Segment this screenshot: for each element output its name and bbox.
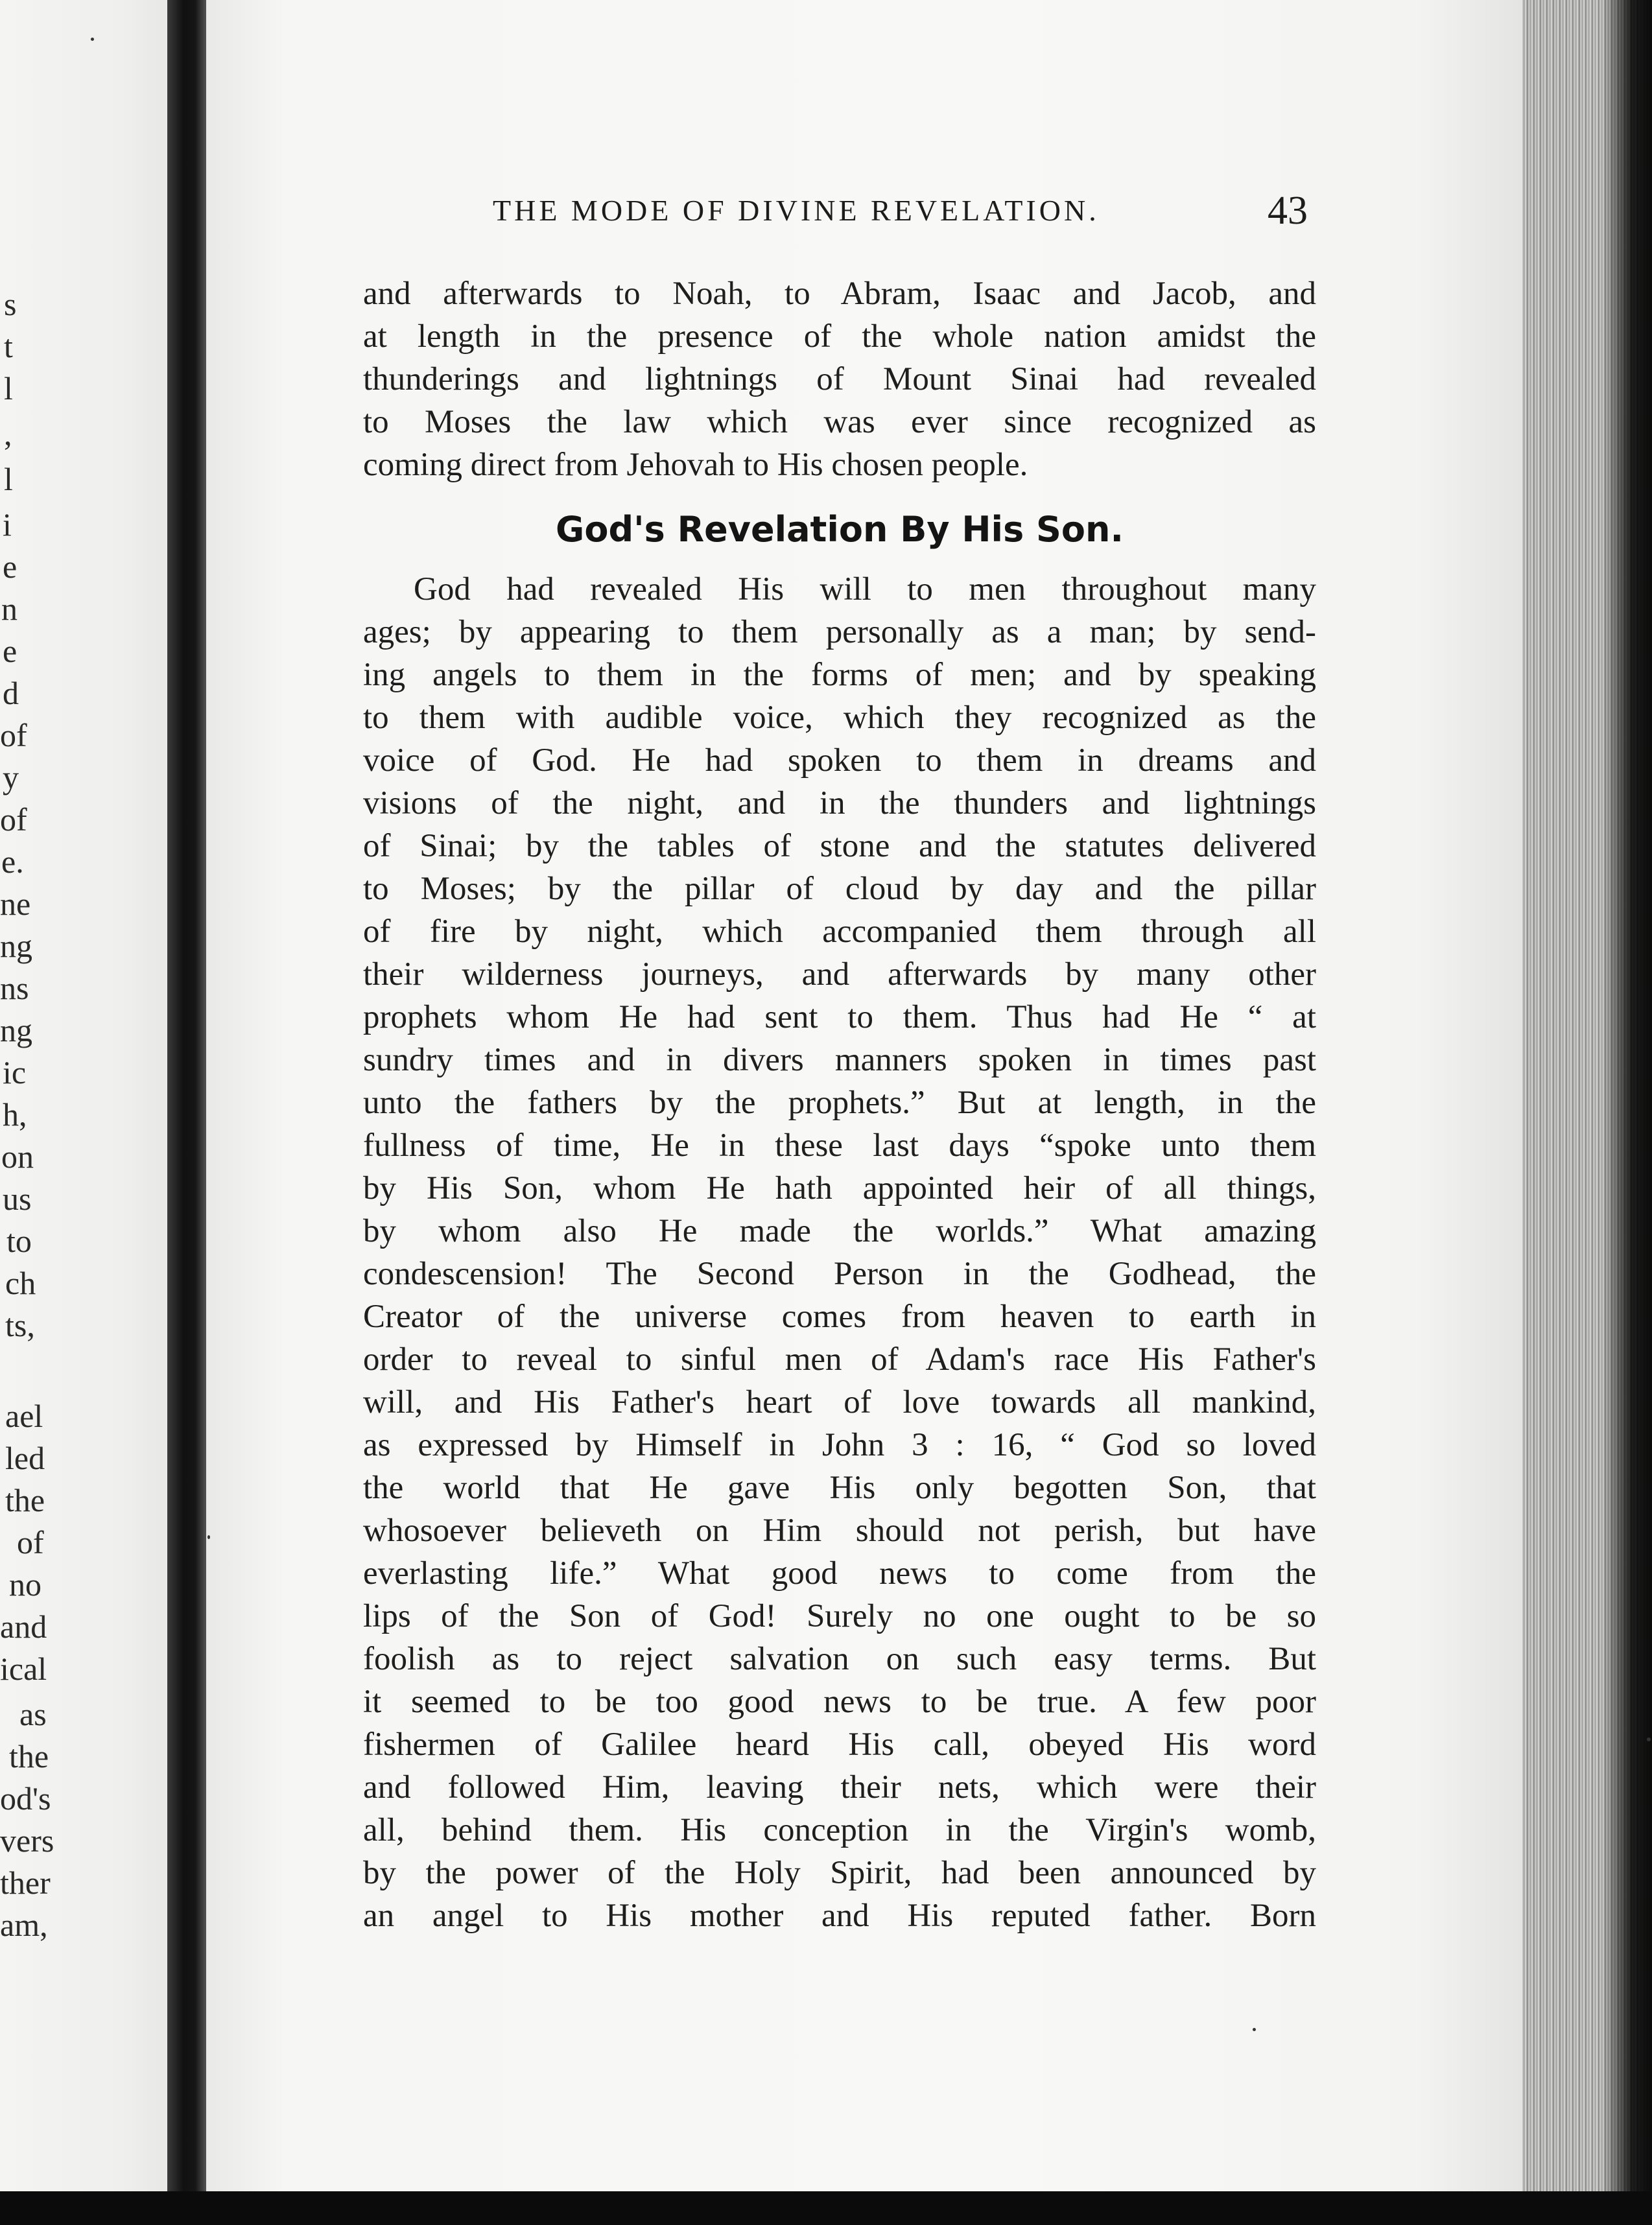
left-fragment: of	[0, 717, 27, 753]
left-fragment: the	[9, 1738, 49, 1774]
text-line: by whom also He made the worlds.” What amazing	[363, 1213, 1316, 1249]
text-line: to them with audible voice, which they recognized as the	[363, 700, 1316, 736]
left-fragment: ic	[3, 1054, 27, 1090]
text-line: everlasting life.” What good news to come from the	[363, 1555, 1316, 1592]
left-fragment: of	[0, 801, 27, 838]
text-line: foolish as to reject salvation on such easy terms. But	[363, 1641, 1316, 1677]
text-line: of fire by night, which accompanied them through all	[363, 913, 1316, 950]
left-fragment: ,	[4, 416, 12, 452]
left-fragment: i	[3, 506, 12, 543]
left-fragment: am,	[0, 1907, 48, 1943]
opening-paragraph	[363, 272, 1316, 486]
text-line: the world that He gave His only begotten Son, that	[363, 1470, 1316, 1506]
left-fragment: of	[17, 1524, 44, 1560]
left-fragment: ch	[5, 1265, 36, 1301]
left-fragment: on	[1, 1138, 34, 1175]
left-fragment: ng	[0, 928, 32, 964]
left-fragment: y	[3, 759, 19, 795]
left-fragment: to	[6, 1223, 32, 1259]
text-line: visions of the night, and in the thunders and lightnings	[363, 785, 1316, 821]
left-fragment: vers	[0, 1822, 54, 1859]
text-line: of Sinai; by the tables of stone and the statutes delivered	[363, 828, 1316, 864]
text-line: an angel to His mother and His reputed father. Born	[363, 1898, 1316, 1934]
left-fragment: l	[4, 461, 13, 497]
left-fragment: ts,	[5, 1307, 35, 1343]
text-line: to Moses the law which was ever since recognized as	[363, 404, 1316, 440]
text-line: condescension! The Second Person in the Godhead, the	[363, 1256, 1316, 1292]
left-fragment: ng	[0, 1012, 32, 1048]
left-fragment: od's	[0, 1780, 51, 1817]
text-line: order to reveal to sinful men of Adam's race His Father's	[363, 1341, 1316, 1378]
left-fragment: e.	[1, 843, 24, 880]
left-fragment: n	[1, 591, 18, 627]
text-line: prophets whom He had sent to them. Thus had He “ at	[363, 999, 1316, 1035]
left-page-text-fragments	[0, 0, 175, 2225]
left-fragment: e	[3, 633, 18, 669]
text-line: thunderings and lightnings of Mount Sinai had revealed	[363, 361, 1316, 397]
left-fragment: ical	[0, 1651, 47, 1687]
text-line: sundry times and in divers manners spoken in times past	[363, 1042, 1316, 1078]
paper-speck	[1647, 1737, 1651, 1741]
scan-bottom-edge	[0, 2191, 1652, 2225]
text-line: ages; by appearing to them personally as a man; by send-	[363, 614, 1316, 650]
text-line: ing angels to them in the forms of men; and by speaking	[363, 657, 1316, 693]
left-fragment: us	[3, 1181, 32, 1217]
text-line: and followed Him, leaving their nets, which were their	[363, 1769, 1316, 1806]
page-edges-shadow	[1601, 0, 1652, 2225]
text-line: at length in the presence of the whole nation amidst the	[363, 318, 1316, 355]
left-fragment: and	[0, 1608, 47, 1645]
paper-speck	[1253, 2028, 1256, 2031]
left-fragment: e	[3, 548, 18, 585]
text-line: by His Son, whom He hath appointed heir of all things,	[363, 1170, 1316, 1207]
text-line: voice of God. He had spoken to them in dreams and	[363, 742, 1316, 779]
text-line: as expressed by Himself in John 3 : 16, “ God so loved	[363, 1427, 1316, 1463]
section-heading: God's Revelation By His Son.	[556, 509, 1124, 550]
left-fragment: as	[19, 1696, 47, 1732]
text-line: Creator of the universe comes from heaven to earth in	[363, 1299, 1316, 1335]
text-line: their wilderness journeys, and afterwards by many other	[363, 956, 1316, 993]
text-line: will, and His Father's heart of love towards all mankind,	[363, 1384, 1316, 1420]
left-fragment: ther	[0, 1865, 51, 1901]
text-line: God had revealed His will to men throughout many	[414, 571, 1316, 607]
text-line: lips of the Son of God! Surely no one ought to be so	[363, 1598, 1316, 1634]
left-fragment: ael	[5, 1398, 43, 1434]
text-line: all, behind them. His conception in the Virgin's womb,	[363, 1812, 1316, 1848]
left-fragment: l	[4, 370, 13, 406]
text-line: coming direct from Jehovah to His chosen people.	[363, 447, 1028, 483]
left-fragment: s	[4, 286, 17, 322]
text-line: fishermen of Galilee heard His call, obeyed His word	[363, 1726, 1316, 1763]
text-line: to Moses; by the pillar of cloud by day and the pillar	[363, 871, 1316, 907]
book-gutter	[167, 0, 207, 2225]
running-head: THE MODE OF DIVINE REVELATION.	[493, 194, 1100, 227]
left-fragment: d	[3, 675, 19, 711]
left-fragment: h,	[3, 1096, 27, 1133]
paper-speck	[207, 1535, 210, 1539]
left-fragment: the	[5, 1482, 45, 1518]
left-fragment: t	[4, 328, 13, 364]
left-fragment: ns	[0, 970, 29, 1006]
text-line: by the power of the Holy Spirit, had been announced by	[363, 1855, 1316, 1891]
page-number: 43	[1268, 189, 1308, 233]
page-body	[363, 272, 1316, 1937]
text-line: it seemed to be too good news to be true. A few poor	[363, 1684, 1316, 1720]
left-fragment: led	[5, 1440, 45, 1476]
paper-speck	[91, 38, 94, 41]
text-line: fullness of time, He in these last days “spoke unto them	[363, 1127, 1316, 1164]
text-line: unto the fathers by the prophets.” But at length, in the	[363, 1085, 1316, 1121]
left-fragment: no	[9, 1566, 41, 1603]
text-line: and afterwards to Noah, to Abram, Isaac and Jacob, and	[363, 276, 1316, 312]
text-line: whosoever believeth on Him should not perish, but have	[363, 1513, 1316, 1549]
body-paragraph	[363, 568, 1316, 1937]
left-fragment: ne	[0, 886, 31, 922]
